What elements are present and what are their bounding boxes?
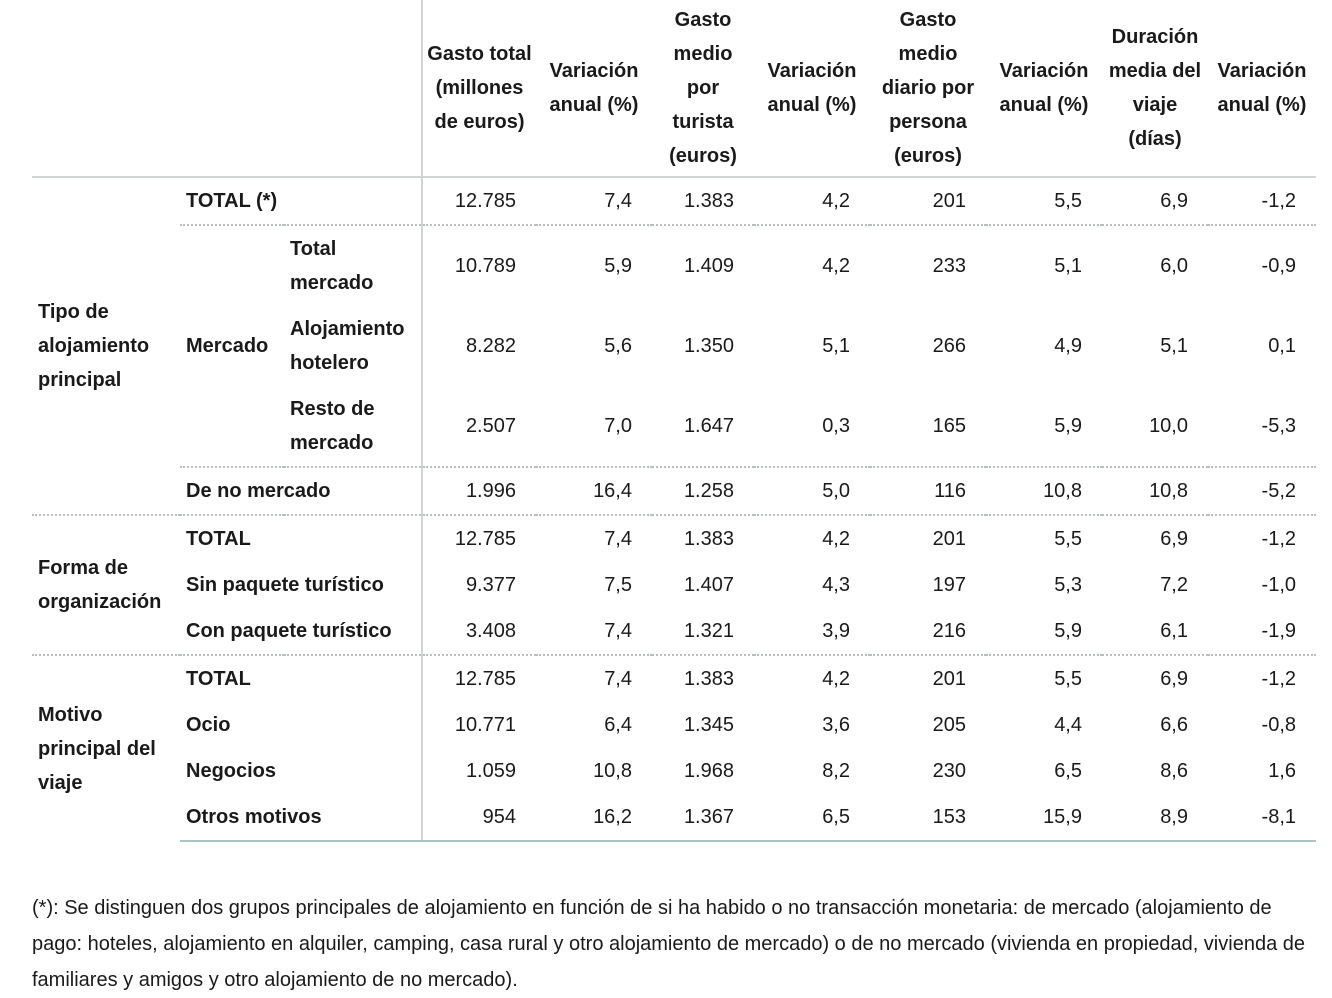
cell: 197 [932, 574, 966, 596]
row-label: TOTAL (*) [180, 177, 422, 225]
cell: 5,5 [986, 655, 1102, 702]
cell: 5,6 [604, 335, 632, 357]
row-label: Sin paquete turístico [180, 562, 422, 608]
table-row [32, 702, 1316, 748]
cell: 5,1 [986, 225, 1102, 306]
cell: 5,9 [1054, 620, 1082, 642]
cell: 5,1 [822, 335, 850, 357]
cell: 6,9 [1160, 190, 1188, 212]
header-variacion-4: Variación anual (%) [1217, 60, 1307, 116]
cell: 5,9 [536, 225, 652, 306]
cell: 7,0 [604, 415, 632, 437]
cell: 0,3 [822, 415, 850, 437]
cell: 4,9 [1054, 335, 1082, 357]
cell: 2.507 [465, 415, 516, 437]
cell: 1.409 [652, 225, 754, 306]
row-label: Negocios [180, 748, 422, 794]
cell: 1.996 [422, 467, 536, 515]
cell: 7,4 [604, 190, 632, 212]
cell: 6,9 [1102, 515, 1208, 562]
header-duracion: Duración media del viaje (días) [1108, 26, 1202, 150]
row-label: De no mercado [180, 467, 422, 515]
cell: 233 [870, 225, 986, 306]
cell: 10.789 [422, 225, 536, 306]
cell: 1.367 [652, 794, 754, 841]
table-row [32, 515, 1316, 562]
cell: 10.771 [454, 714, 516, 736]
row-label: Total mercado [284, 225, 422, 306]
cell: -1,2 [1208, 515, 1316, 562]
cell: 4,2 [754, 655, 870, 702]
cell: -1,2 [1208, 655, 1316, 702]
cell: -1,2 [1261, 190, 1296, 212]
cell: 5,9 [1054, 415, 1082, 437]
cell: -0,9 [1208, 225, 1316, 306]
cell: 4,2 [754, 515, 870, 562]
cell: 4,3 [822, 574, 850, 596]
cell: 216 [932, 620, 966, 642]
table-row [32, 177, 1316, 225]
cell: 10,8 [593, 760, 632, 782]
cell: 3.408 [465, 620, 516, 642]
cell: 4,4 [1054, 714, 1082, 736]
cell: 1.350 [683, 335, 734, 357]
cell: 5,5 [986, 515, 1102, 562]
row-label: TOTAL [180, 515, 422, 562]
header-gasto-total: Gasto total (millones de euros) [427, 43, 532, 133]
cell: 9.377 [465, 574, 516, 596]
cell: 1,6 [1268, 760, 1296, 782]
cell: 8,9 [1102, 794, 1208, 841]
spending-table-wrapper [32, 0, 1316, 842]
cell: 6,4 [604, 714, 632, 736]
cell: 6,0 [1102, 225, 1208, 306]
cell: -1,0 [1261, 574, 1296, 596]
header-empty [284, 0, 422, 177]
row-label: Resto de mercado [284, 386, 422, 467]
cell: 205 [932, 714, 966, 736]
cell: 6,1 [1160, 620, 1188, 642]
cell: 5,1 [1160, 335, 1188, 357]
cell: 3,6 [822, 714, 850, 736]
header-empty [180, 0, 284, 177]
group-label-motivo: Motivo principal del viaje [32, 655, 180, 841]
group-label-organizacion: Forma de organización [32, 515, 180, 655]
cell: 1.407 [683, 574, 734, 596]
header-gasto-diario: Gasto medio diario por persona (euros) [881, 9, 975, 167]
table-row [32, 608, 1316, 655]
table-row [32, 225, 1316, 306]
table-row [32, 467, 1316, 515]
cell: 15,9 [986, 794, 1102, 841]
cell: 165 [932, 415, 966, 437]
group-label-alojamiento: Tipo de alojamiento principal [38, 301, 150, 391]
cell: 8.282 [465, 335, 516, 357]
cell: 5,5 [1054, 190, 1082, 212]
cell: 7,5 [604, 574, 632, 596]
row-label: Con paquete turístico [180, 608, 422, 655]
cell: 6,5 [1054, 760, 1082, 782]
cell: 954 [422, 794, 536, 841]
cell: 201 [870, 515, 986, 562]
tourist-spending-table [32, 0, 1316, 842]
cell: 8,6 [1160, 760, 1188, 782]
cell: 230 [932, 760, 966, 782]
cell: 3,9 [822, 620, 850, 642]
cell: 10,0 [1149, 415, 1188, 437]
cell: 16,4 [536, 467, 652, 515]
cell: 266 [932, 335, 966, 357]
cell: -5,3 [1261, 415, 1296, 437]
cell: 12.785 [422, 515, 536, 562]
cell: 12.785 [454, 190, 516, 212]
cell: -1,9 [1261, 620, 1296, 642]
table-row [32, 562, 1316, 608]
cell: 6,5 [754, 794, 870, 841]
footnote: (*): Se distinguen dos grupos principales de alojamiento en función de si ha habido o no transacción monetaria: de mercado (alojamiento de pago: hoteles, alojamiento en alquiler, camping, casa rural y otro alojamiento de mercado) o de no mercado (vivienda en propiedad, vivienda de familiares y amigos y otro alojamiento de no mercado). [32, 897, 1305, 991]
row-label: Ocio [180, 702, 422, 748]
header-row [32, 0, 1316, 177]
cell: 0,1 [1268, 335, 1296, 357]
cell: 6,6 [1160, 714, 1188, 736]
cell: 116 [870, 467, 986, 515]
table-row [32, 655, 1316, 702]
cell: 1.345 [683, 714, 734, 736]
cell: 7,4 [536, 515, 652, 562]
cell: -8,1 [1208, 794, 1316, 841]
cell: 7,4 [604, 620, 632, 642]
cell: 1.383 [683, 190, 734, 212]
cell: 1.968 [683, 760, 734, 782]
header-variacion-3: Variación anual (%) [999, 60, 1089, 116]
row-label: TOTAL [180, 655, 422, 702]
cell: 201 [870, 655, 986, 702]
row-label: Alojamiento hotelero [284, 306, 422, 386]
header-variacion-2: Variación anual (%) [767, 60, 857, 116]
cell: 16,2 [536, 794, 652, 841]
cell: 4,2 [822, 190, 850, 212]
cell: 12.785 [422, 655, 536, 702]
cell: 4,2 [754, 225, 870, 306]
cell: 6,9 [1102, 655, 1208, 702]
cell: 8,2 [822, 760, 850, 782]
cell: 201 [932, 190, 966, 212]
cell: 7,4 [536, 655, 652, 702]
cell: 10,8 [1102, 467, 1208, 515]
row-label: Otros motivos [180, 794, 422, 841]
cell: 1.647 [683, 415, 734, 437]
cell: -0,8 [1261, 714, 1296, 736]
cell: 5,0 [754, 467, 870, 515]
cell: 1.059 [465, 760, 516, 782]
table-row [32, 748, 1316, 794]
cell: 7,2 [1160, 574, 1188, 596]
cell: 1.258 [652, 467, 754, 515]
header-gasto-medio: Gasto medio por turista (euros) [669, 9, 737, 167]
header-variacion-1: Variación anual (%) [549, 60, 639, 116]
header-empty [32, 0, 180, 177]
subgroup-label-mercado: Mercado [180, 225, 284, 467]
cell: 1.383 [652, 655, 754, 702]
cell: 153 [870, 794, 986, 841]
cell: 10,8 [986, 467, 1102, 515]
cell: 1.321 [683, 620, 734, 642]
cell: 5,3 [1054, 574, 1082, 596]
cell: 1.383 [652, 515, 754, 562]
table-row [32, 794, 1316, 841]
cell: -5,2 [1208, 467, 1316, 515]
